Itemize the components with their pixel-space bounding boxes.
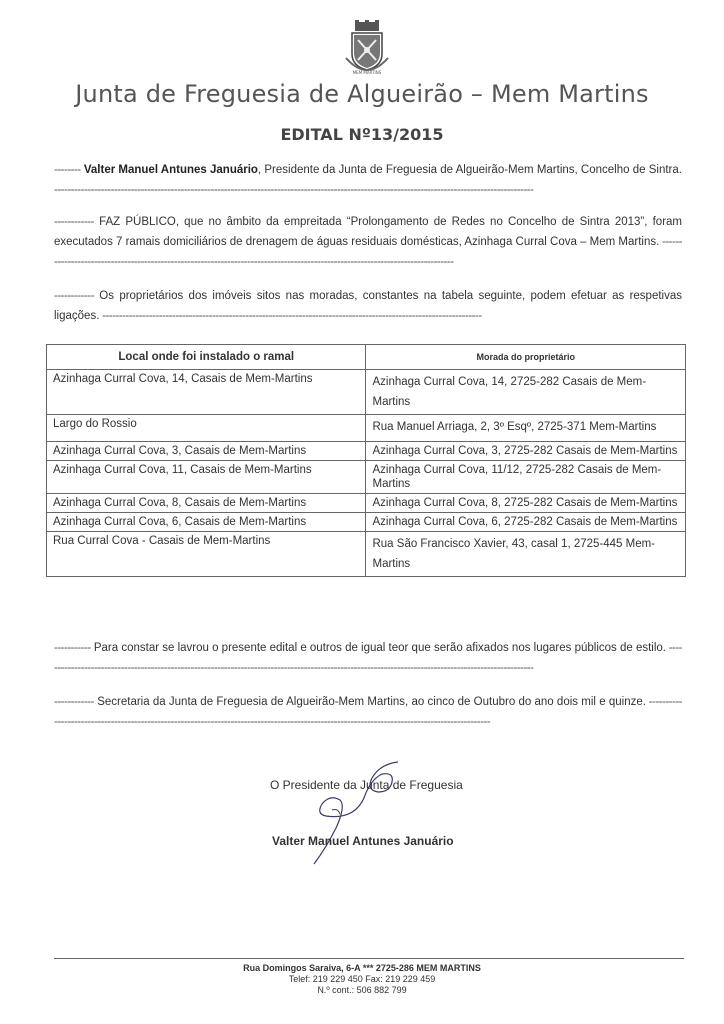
coat-of-arms-icon	[340, 20, 394, 78]
intro-dashes: --------	[54, 164, 81, 176]
handwritten-signature	[280, 758, 420, 868]
table-row	[47, 370, 686, 415]
table-cell: Rua Manuel Arriaga, 2, 3º Esqº, 2725-371 Mem-Martins	[366, 415, 686, 442]
properties-table	[46, 344, 686, 577]
table-row	[47, 415, 686, 442]
owners-text: Os proprietários dos imóveis sitos nas moradas, constantes na tabela seguinte, podem efetuar as respetivas ligações.	[54, 290, 682, 322]
owners-paragraph: ------------ Os proprietários dos imóveis sitos nas moradas, constantes na tabela seguinte, podem efetuar as respetivas ligações. ------------------------------------------------------------------------------------------------------------------	[54, 290, 682, 322]
closing-paragraph: ----------- Para constar se lavrou o presente edital e outros de igual teor que serão afixados nos lugares públicos de estilo. ----------------------------------------------------------------------------------------------------------------------------------------------------	[54, 642, 683, 674]
table-cell: Azinhaga Curral Cova, 6, Casais de Mem-Martins	[47, 513, 366, 532]
table-header-row	[47, 345, 686, 370]
table-row	[47, 442, 686, 461]
announcement-dashes: ------------	[54, 216, 94, 228]
owners-dashes: ------------	[54, 290, 94, 302]
intro-text: , Presidente da Junta de Freguesia de Algueirão-Mem Martins, Concelho de Sintra.	[257, 164, 682, 176]
closing-text: Para constar se lavrou o presente edital e outros de igual teor que serão afixados nos lugares públicos de estilo.	[93, 642, 666, 654]
table-cell: Azinhaga Curral Cova, 3, 2725-282 Casais de Mem-Martins	[366, 442, 686, 461]
footer-address: Rua Domingos Saraiva, 6-A *** 2725-286 MEM MARTINS	[243, 963, 481, 973]
table-row	[47, 513, 686, 532]
table-cell: Azinhaga Curral Cova, 14, Casais de Mem-Martins	[47, 370, 366, 415]
table-cell: Azinhaga Curral Cova, 14, 2725-282 Casais de Mem-Martins	[366, 370, 686, 415]
table-cell: Azinhaga Curral Cova, 6, 2725-282 Casais de Mem-Martins	[366, 513, 686, 532]
crest-text: MEM MARTINS	[352, 70, 382, 75]
announcement-paragraph: ------------ FAZ PÚBLICO, que no âmbito da empreitada “Prolongamento de Redes no Concelho de Sintra 2013”, foram executados 7 ramais domiciliários de drenagem de águas residuais domésticas, Azinhaga Curral Cova – Mem Martins. ------------------------------------------------------------------------------------------------------------------------------	[54, 216, 683, 268]
table-cell: Rua São Francisco Xavier, 43, casal 1, 2725-445 Mem-Martins	[366, 532, 686, 577]
table-row	[47, 532, 686, 577]
signatory-name: Valter Manuel Antunes Januário	[272, 834, 454, 848]
intro-paragraph: -------- Valter Manuel Antunes Januário, Presidente da Junta de Freguesia de Algueirão-Mem Martins, Concelho de Sintra. ------------------------------------------------------------------------------------------------------------------------------------------------	[54, 164, 682, 196]
footer-phones: Telef: 219 229 450 Fax: 219 229 459	[288, 974, 436, 984]
announcement-text: FAZ PÚBLICO, que no âmbito da empreitada “Prolongamento de Redes no Concelho de Sintra 2013”, foram executados 7 ramais domiciliários de drenagem de águas residuais domésticas, Azinhaga Curral Cova – Mem Martins.	[54, 216, 682, 248]
edital-number: EDITAL Nº13/2015	[280, 125, 444, 144]
secretariat-paragraph: ------------ Secretaria da Junta de Freguesia de Algueirão-Mem Martins, ao cinco de Outubro do ano dois mil e quinze. ---------------------------------------------------------------------------------------------------------------------------------------------	[54, 696, 682, 728]
table-cell: Azinhaga Curral Cova, 11, Casais de Mem-Martins	[47, 461, 366, 494]
closing-dashes: -----------	[54, 642, 91, 654]
table-cell: Largo do Rossio	[47, 415, 366, 442]
secretariat-dashes: ------------	[54, 696, 94, 708]
table-cell: Azinhaga Curral Cova, 8, 2725-282 Casais de Mem-Martins	[366, 494, 686, 513]
table-row	[47, 461, 686, 494]
table-row	[47, 494, 686, 513]
footer-nif: N.º cont.: 506 882 799	[317, 985, 407, 995]
table-cell: Rua Curral Cova - Casais de Mem-Martins	[47, 532, 366, 577]
header-owner-address: Morada do proprietário	[366, 345, 686, 370]
table-cell: Azinhaga Curral Cova, 8, Casais de Mem-Martins	[47, 494, 366, 513]
table-cell: Azinhaga Curral Cova, 11/12, 2725-282 Casais de Mem-Martins	[366, 461, 686, 494]
organization-title: Junta de Freguesia de Algueirão – Mem Martins	[75, 80, 649, 108]
signature-title: O Presidente da Junta de Freguesia	[270, 778, 463, 792]
footer-divider	[54, 958, 684, 959]
footer	[0, 963, 724, 996]
table-cell: Azinhaga Curral Cova, 3, Casais de Mem-Martins	[47, 442, 366, 461]
president-name: Valter Manuel Antunes Januário	[83, 164, 258, 176]
secretariat-text: Secretaria da Junta de Freguesia de Algueirão-Mem Martins, ao cinco de Outubro do ano dois mil e quinze.	[97, 696, 646, 708]
header-location: Local onde foi instalado o ramal	[47, 345, 366, 370]
